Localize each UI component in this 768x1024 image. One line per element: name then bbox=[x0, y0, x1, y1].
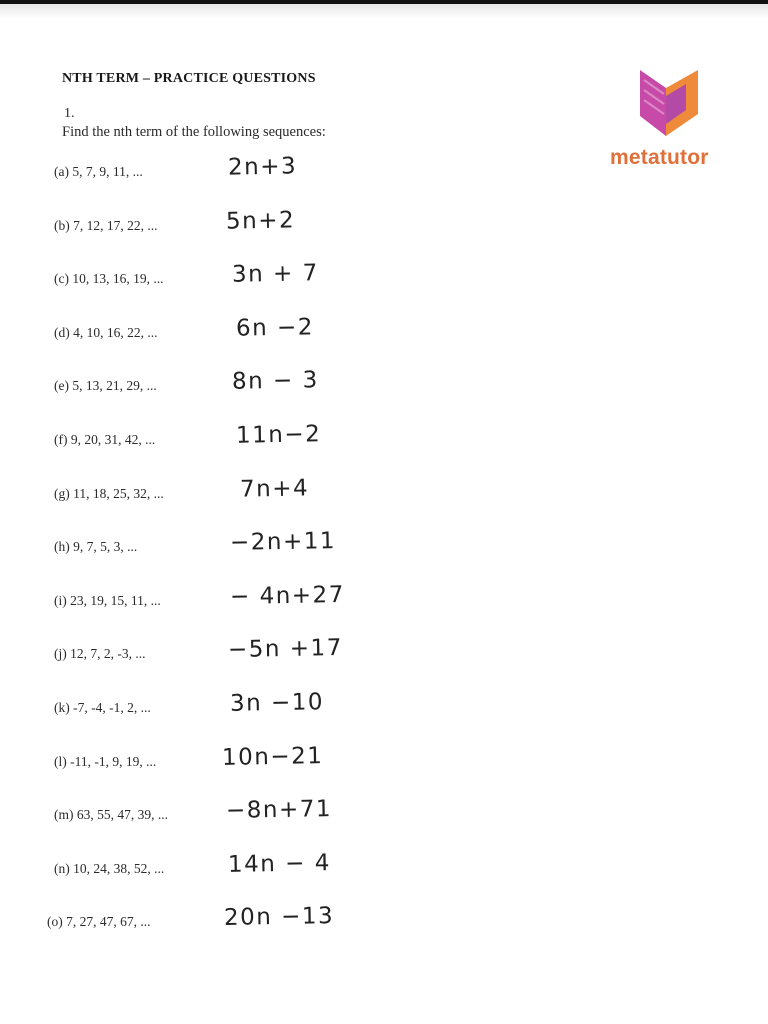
list-item bbox=[54, 796, 474, 847]
sequence-label: (m) 63, 55, 47, 39, ... bbox=[54, 807, 168, 822]
logo-wordmark: metatutor bbox=[610, 146, 709, 169]
list-item bbox=[54, 207, 474, 258]
sequence-label: (e) 5, 13, 21, 29, ... bbox=[54, 378, 157, 393]
sequence-label: (h) 9, 7, 5, 3, ... bbox=[54, 539, 138, 554]
list-item bbox=[54, 153, 474, 204]
handwritten-answer: 8n − 3 bbox=[231, 367, 319, 395]
handwritten-answer: 3n + 7 bbox=[231, 260, 319, 288]
sequence-label: (g) 11, 18, 25, 32, ... bbox=[54, 486, 164, 501]
list-item bbox=[54, 367, 474, 418]
list-item bbox=[54, 850, 474, 901]
metatutor-logo bbox=[608, 66, 730, 176]
handwritten-answer: 14n − 4 bbox=[227, 850, 332, 878]
scan-shadow bbox=[0, 4, 768, 18]
sequence-label: (j) 12, 7, 2, -3, ... bbox=[54, 646, 146, 661]
handwritten-answer: 20n −13 bbox=[223, 903, 335, 931]
handwritten-answer: −8n+71 bbox=[225, 796, 333, 824]
handwritten-answer: 10n−21 bbox=[221, 743, 324, 771]
sequence-label: (k) -7, -4, -1, 2, ... bbox=[54, 700, 151, 715]
page-title: NTH TERM – PRACTICE QUESTIONS bbox=[62, 71, 316, 86]
list-item bbox=[54, 314, 474, 365]
sequence-label: (f) 9, 20, 31, 42, ... bbox=[54, 432, 156, 447]
metatutor-logo-icon bbox=[636, 66, 702, 140]
handwritten-answer: 11n−2 bbox=[235, 421, 322, 449]
sequence-label: (o) 7, 27, 47, 67, ... bbox=[47, 914, 151, 929]
handwritten-answer: 3n −10 bbox=[229, 689, 325, 717]
list-item bbox=[54, 743, 474, 794]
sequence-label: (n) 10, 24, 38, 52, ... bbox=[54, 861, 165, 876]
question-instruction: Find the nth term of the following sequences: bbox=[62, 124, 326, 140]
sequence-label: (b) 7, 12, 17, 22, ... bbox=[54, 218, 158, 233]
sequence-label: (l) -11, -1, 9, 19, ... bbox=[54, 754, 157, 769]
list-item bbox=[54, 475, 474, 526]
list-item bbox=[54, 689, 474, 740]
list-item bbox=[54, 581, 474, 633]
handwritten-answer: −2n+11 bbox=[229, 528, 337, 556]
list-item bbox=[47, 903, 467, 954]
handwritten-answer: 5n+2 bbox=[225, 207, 296, 235]
list-item bbox=[54, 634, 474, 686]
sequence-label: (i) 23, 19, 15, 11, ... bbox=[54, 593, 161, 608]
sequence-label: (d) 4, 10, 16, 22, ... bbox=[54, 325, 158, 340]
handwritten-answer: − 4n+27 bbox=[229, 581, 346, 611]
handwritten-answer: −5n +17 bbox=[227, 634, 344, 664]
handwritten-answer: 2n+3 bbox=[227, 153, 298, 181]
handwritten-answer: 6n −2 bbox=[235, 314, 315, 342]
sequence-label: (a) 5, 7, 9, 11, ... bbox=[54, 164, 143, 179]
list-item bbox=[54, 260, 474, 311]
list-item bbox=[54, 421, 474, 472]
list-item bbox=[54, 528, 474, 579]
handwritten-answer: 7n+4 bbox=[239, 475, 310, 503]
question-number: 1. bbox=[64, 106, 75, 121]
sequence-label: (c) 10, 13, 16, 19, ... bbox=[54, 271, 164, 286]
